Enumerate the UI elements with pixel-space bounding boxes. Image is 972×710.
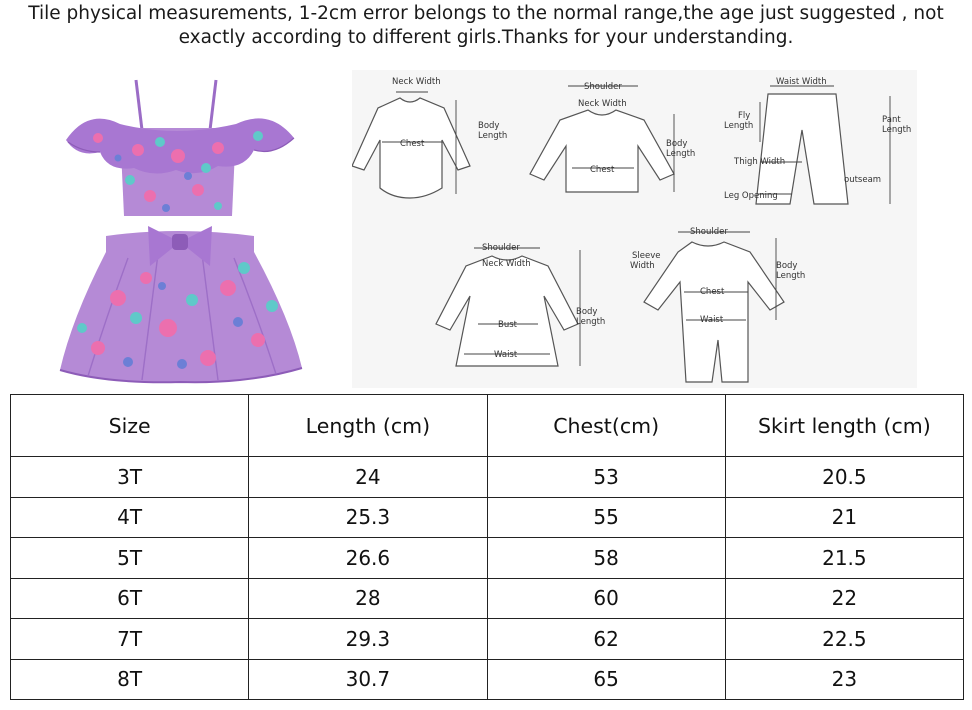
table-row <box>11 497 964 538</box>
svg-text:Bust: Bust <box>498 320 517 330</box>
cell-skirt-length: 20.5 <box>725 457 963 498</box>
cell-length: 29.3 <box>249 619 487 660</box>
cell-chest: 58 <box>487 538 725 579</box>
svg-text:Waist: Waist <box>494 350 518 360</box>
table-row <box>11 578 964 619</box>
svg-text:Thigh Width: Thigh Width <box>734 157 786 167</box>
svg-text:Neck Width: Neck Width <box>392 77 441 87</box>
svg-text:Body: Body <box>576 307 598 317</box>
table-row <box>11 659 964 700</box>
cell-skirt-length: 23 <box>725 659 963 700</box>
size-chart-table <box>10 394 964 700</box>
tshirt-diagram <box>530 82 695 192</box>
pants-diagram <box>724 77 911 204</box>
cell-length: 28 <box>249 578 487 619</box>
svg-text:Body: Body <box>776 261 798 271</box>
svg-text:Waist: Waist <box>700 315 724 325</box>
cell-size: 4T <box>11 497 249 538</box>
cell-skirt-length: 22.5 <box>725 619 963 660</box>
header-length: Length (cm) <box>249 395 487 457</box>
cell-chest: 65 <box>487 659 725 700</box>
svg-text:Neck Width: Neck Width <box>578 99 627 109</box>
notice-line-2: exactly according to different girls.Thanks for your understanding. <box>178 27 794 48</box>
cell-chest: 60 <box>487 578 725 619</box>
table-row <box>11 619 964 660</box>
cell-skirt-length: 21 <box>725 497 963 538</box>
svg-text:Length: Length <box>666 149 696 159</box>
svg-text:Width: Width <box>630 261 655 271</box>
svg-text:Length: Length <box>882 125 912 135</box>
svg-text:Length: Length <box>724 121 754 131</box>
cell-chest: 53 <box>487 457 725 498</box>
table-header-row <box>11 395 964 457</box>
cell-length: 25.3 <box>249 497 487 538</box>
svg-text:Waist Width: Waist Width <box>776 77 827 87</box>
product-image <box>58 78 303 388</box>
measurement-notice <box>0 2 972 50</box>
header-skirt-length: Skirt length (cm) <box>725 395 963 457</box>
svg-text:Fly: Fly <box>738 111 751 121</box>
jumpsuit-diagram <box>630 227 805 382</box>
cell-chest: 62 <box>487 619 725 660</box>
svg-text:Neck Width: Neck Width <box>482 259 531 269</box>
svg-text:Leg Opening: Leg Opening <box>724 191 778 201</box>
bodysuit-diagram <box>352 77 507 198</box>
svg-text:Chest: Chest <box>400 139 425 149</box>
cell-length: 24 <box>249 457 487 498</box>
header-chest: Chest(cm) <box>487 395 725 457</box>
cell-size: 8T <box>11 659 249 700</box>
header-size: Size <box>11 395 249 457</box>
notice-line-1: Tile physical measurements, 1-2cm error belongs to the normal range,the age just suggested , not <box>28 3 944 24</box>
cell-size: 6T <box>11 578 249 619</box>
dress-diagram <box>436 243 605 366</box>
cell-size: 3T <box>11 457 249 498</box>
svg-text:Shoulder: Shoulder <box>482 243 520 253</box>
cell-chest: 55 <box>487 497 725 538</box>
svg-text:Shoulder: Shoulder <box>690 227 728 237</box>
svg-text:Body: Body <box>666 139 688 149</box>
cell-length: 26.6 <box>249 538 487 579</box>
svg-text:outseam: outseam <box>844 175 882 185</box>
svg-text:Length: Length <box>478 131 508 141</box>
cell-length: 30.7 <box>249 659 487 700</box>
svg-text:Chest: Chest <box>700 287 725 297</box>
svg-text:Sleeve: Sleeve <box>632 251 661 261</box>
svg-text:Body: Body <box>478 121 500 131</box>
cell-size: 5T <box>11 538 249 579</box>
cell-size: 7T <box>11 619 249 660</box>
table-row <box>11 457 964 498</box>
svg-text:Chest: Chest <box>590 165 615 175</box>
cell-skirt-length: 22 <box>725 578 963 619</box>
cell-skirt-length: 21.5 <box>725 538 963 579</box>
svg-text:Length: Length <box>576 317 606 327</box>
svg-text:Shoulder: Shoulder <box>584 82 622 92</box>
svg-text:Length: Length <box>776 271 806 281</box>
measurement-diagrams <box>352 70 917 388</box>
svg-text:Pant: Pant <box>882 115 901 125</box>
table-row <box>11 538 964 579</box>
